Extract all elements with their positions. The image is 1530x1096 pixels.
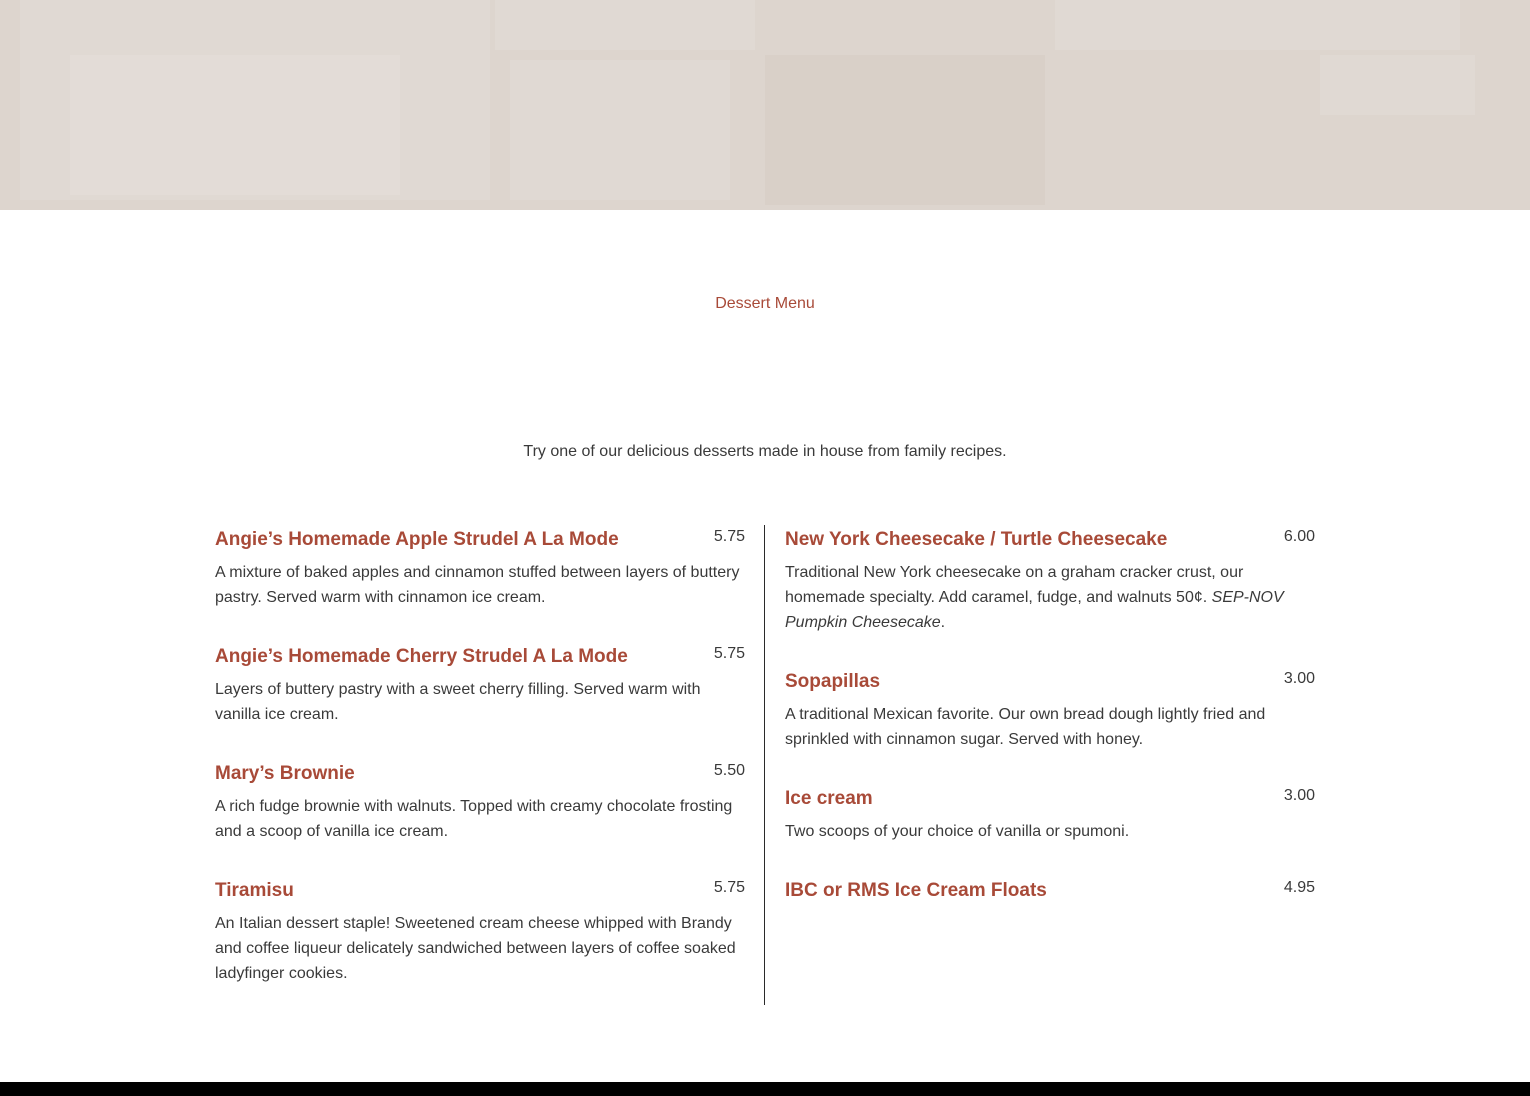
menu-item-description: Layers of buttery pastry with a sweet cherry filling. Served warm with vanilla ice cream. [215, 681, 701, 723]
column-divider [764, 525, 765, 1005]
menu-item-seasonal-note: SEP-NOV Pumpkin Cheesecake [785, 589, 1284, 631]
menu-item-description-text: Traditional New York cheesecake on a graham cracker crust, our homemade specialty. Add caramel, fudge, and walnuts 50¢. [785, 564, 1244, 606]
menu-item [215, 876, 745, 986]
menu-item-name: Angie’s Homemade Apple Strudel A La Mode [215, 529, 619, 550]
menu-item-price: 3.00 [1283, 787, 1315, 804]
hero-shape [1320, 55, 1475, 115]
hero-shape [765, 55, 1045, 205]
menu-item-description: A rich fudge brownie with walnuts. Topped with creamy chocolate frosting and a scoop of vanilla ice cream. [215, 798, 733, 840]
menu-item [215, 525, 745, 610]
menu-item [785, 876, 1315, 906]
menu-item-price: 5.50 [713, 762, 745, 779]
menu-item-name: Tiramisu [215, 880, 294, 901]
menu-item-price: 6.00 [1283, 528, 1315, 545]
menu-item-description: Two scoops of your choice of vanilla or spumoni. [785, 823, 1130, 840]
menu-item-name: IBC or RMS Ice Cream Floats [785, 880, 1047, 901]
menu-item-header [785, 784, 1315, 814]
menu-item-name: New York Cheesecake / Turtle Cheesecake [785, 529, 1168, 550]
menu-item-description-tail: . [940, 614, 946, 631]
intro-text: Try one of our delicious desserts made in house from family recipes. [523, 443, 1007, 460]
section-title: Dessert Menu [715, 295, 815, 312]
menu-item-description: An Italian dessert staple! Sweetened cream cheese whipped with Brandy and coffee liqueur delicately sandwiched between layers of coffee soaked ladyfinger cookies. [215, 915, 736, 982]
menu-item-description: A traditional Mexican favorite. Our own bread dough lightly fried and sprinkled with cinnamon sugar. Served with honey. [785, 706, 1266, 748]
menu-item-price: 5.75 [713, 645, 745, 662]
footer-bar [0, 1082, 1530, 1096]
menu-item [785, 784, 1315, 844]
menu-item [215, 759, 745, 844]
menu-item-description: A mixture of baked apples and cinnamon stuffed between layers of buttery pastry. Served warm with cinnamon ice cream. [215, 564, 740, 606]
hero-shape [1055, 0, 1460, 50]
menu-item [785, 525, 1315, 635]
menu-item-name: Mary’s Brownie [215, 763, 355, 784]
menu-item-price: 5.75 [713, 528, 745, 545]
menu-item-header [785, 667, 1315, 697]
menu-item-header [215, 642, 745, 672]
hero-shape [495, 0, 755, 50]
menu-item [785, 667, 1315, 752]
menu-item-price: 3.00 [1283, 670, 1315, 687]
menu-item-header [215, 759, 745, 789]
menu-item-header [785, 525, 1315, 555]
hero-shape [510, 60, 730, 200]
menu-item-header [215, 876, 745, 906]
menu-item-header [785, 876, 1315, 906]
menu-item-name: Angie’s Homemade Cherry Strudel A La Mode [215, 646, 628, 667]
menu-column-left [215, 525, 745, 1018]
hero-banner [0, 0, 1530, 210]
menu-item-header [215, 525, 745, 555]
menu-item [215, 642, 745, 727]
hero-shape [70, 55, 400, 195]
menu-item-name: Ice cream [785, 788, 873, 809]
menu-item-description [785, 560, 1315, 635]
menu-column-right [785, 525, 1315, 938]
menu-item-price: 4.95 [1283, 879, 1315, 896]
menu-item-price: 5.75 [713, 879, 745, 896]
menu-item-name: Sopapillas [785, 671, 881, 692]
